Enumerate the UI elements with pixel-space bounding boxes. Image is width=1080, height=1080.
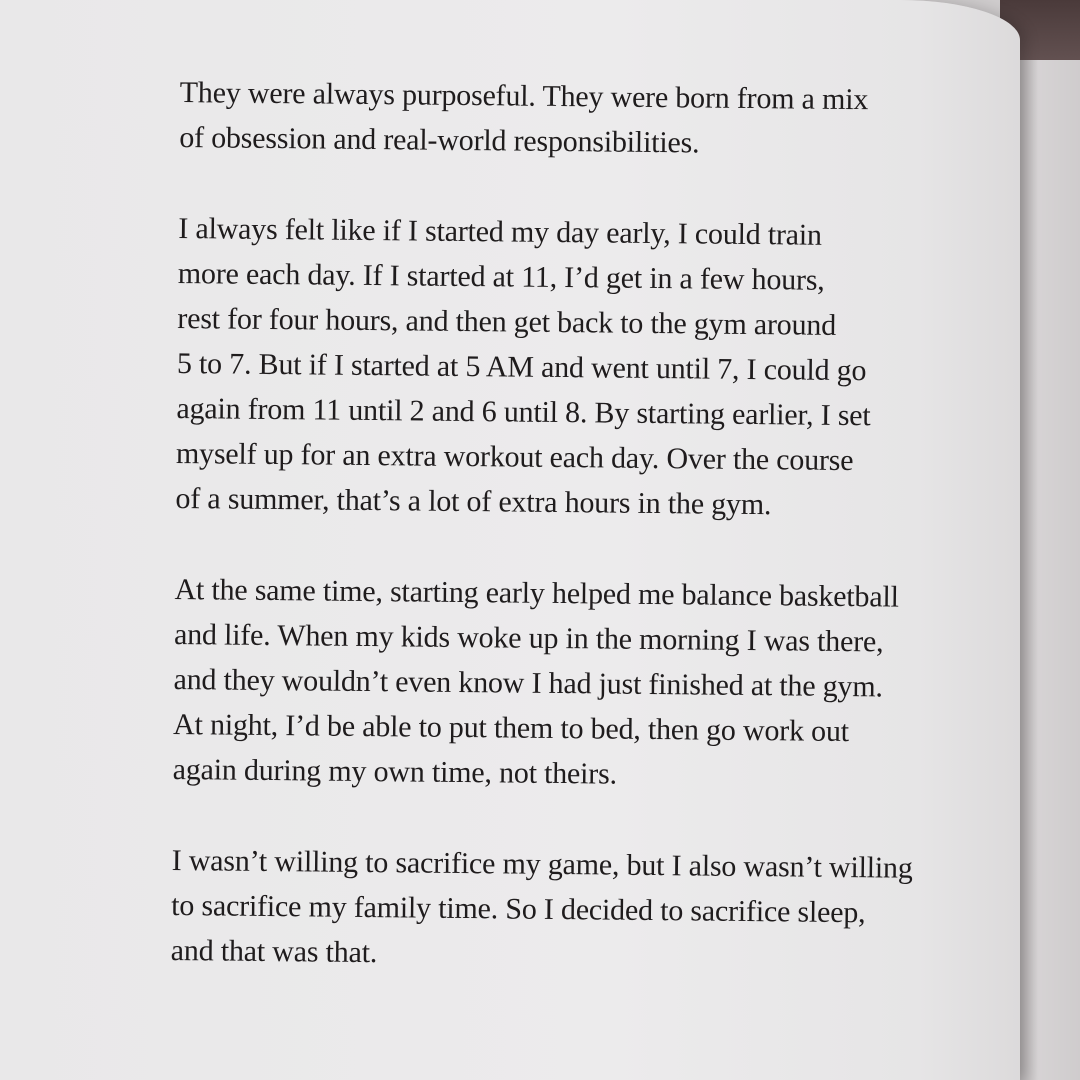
text-line: of a summer, that’s a lot of extra hours in the gym. (175, 481, 772, 522)
text-line: of obsession and real-world responsibilities. (179, 120, 700, 160)
text-line: At the same time, starting early helped me balance basketball (174, 572, 899, 614)
text-line: rest for four hours, and then get back to the gym around (177, 301, 837, 342)
text-line: to sacrifice my family time. So I decided to sacrifice sleep, (171, 888, 866, 930)
text-line: more each day. If I started at 11, I’d get in a few hours, (177, 256, 825, 297)
text-line: again during my own time, not theirs. (172, 752, 618, 791)
text-line: I wasn’t willing to sacrifice my game, but I also wasn’t willing (171, 843, 913, 885)
paragraph-1 (179, 70, 960, 168)
text-line: I always felt like if I started my day early, I could train (178, 211, 822, 252)
adjacent-page-edge (1010, 60, 1080, 1080)
text-line: again from 11 until 2 and 6 until 8. By starting earlier, I set (176, 391, 871, 433)
text-line: 5 to 7. But if I started at 5 AM and went until 7, I could go (176, 346, 867, 388)
text-line: and they wouldn’t even know I had just finished at the gym. (173, 662, 883, 704)
text-line: myself up for an extra workout each day. Over the course (175, 436, 854, 478)
paragraph-2 (175, 206, 958, 529)
text-line: At night, I’d be able to put them to bed, then go work out (172, 707, 850, 749)
text-line: They were always purposeful. They were born from a mix (179, 75, 869, 117)
text-line: and that was that. (170, 933, 378, 970)
paragraph-4 (171, 838, 952, 981)
text-line: and life. When my kids woke up in the morning I was there, (173, 617, 884, 659)
body-text (170, 70, 960, 1027)
paragraph-3 (172, 567, 954, 800)
